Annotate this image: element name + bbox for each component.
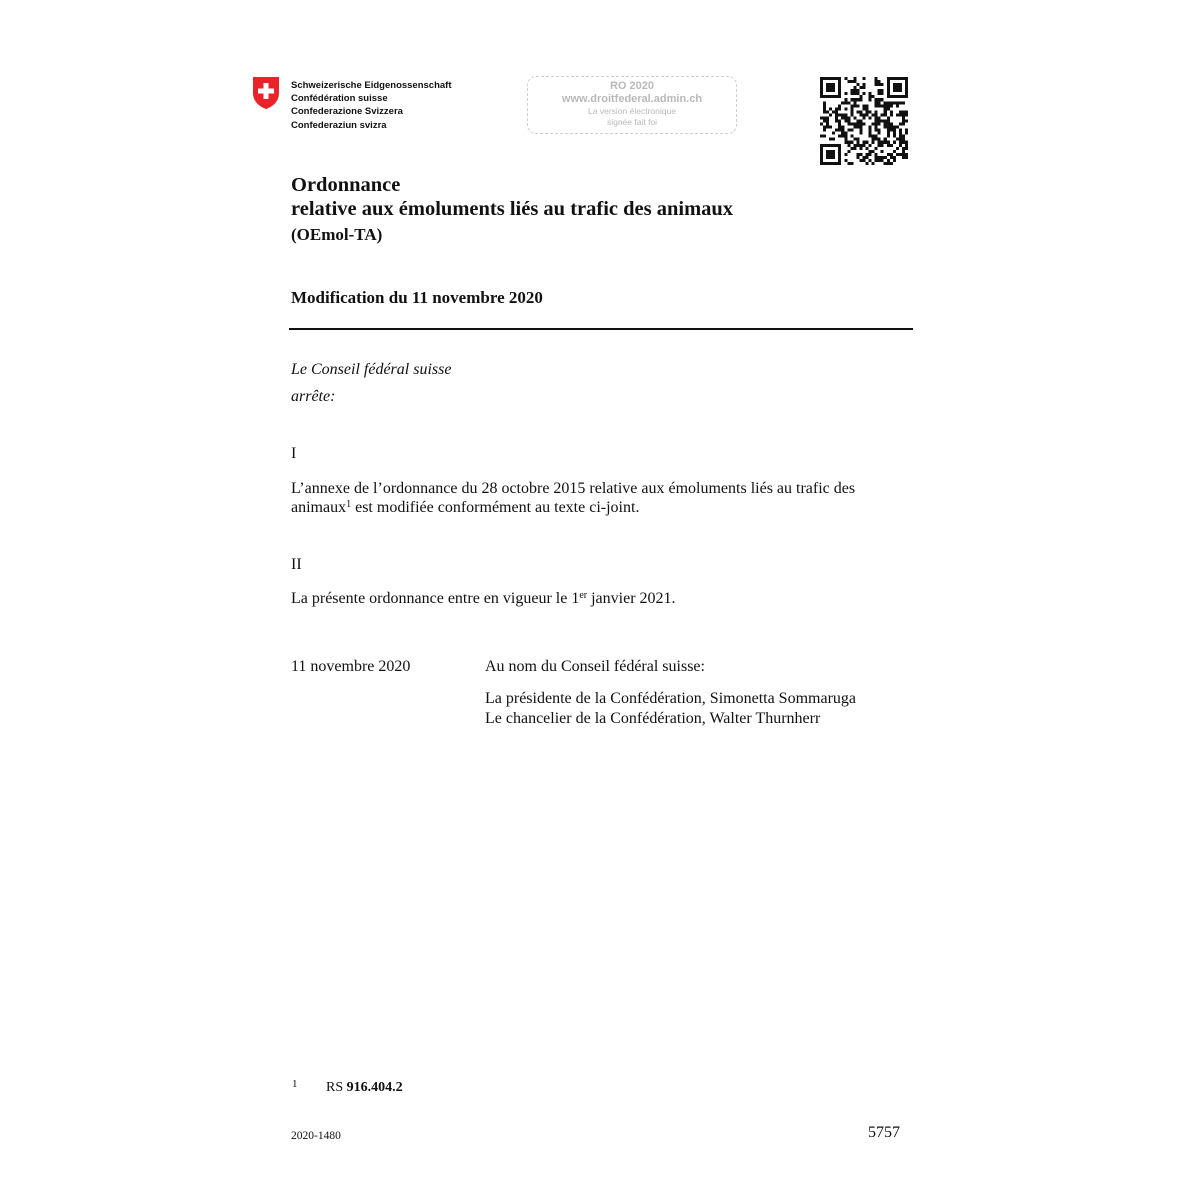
section-1-text <box>291 479 913 517</box>
federal-name-it: Confederazione Svizzera <box>291 106 403 118</box>
electronic-signature-stamp <box>527 76 737 134</box>
federal-name-de: Schweizerische Eidgenossenschaft <box>291 80 452 91</box>
section-1-text-end: est modifiée conformément au texte ci-joint. <box>351 499 640 516</box>
signature-intro: Au nom du Conseil fédéral suisse: <box>485 658 705 675</box>
section-number-2: II <box>291 556 302 573</box>
signatory-president: La présidente de la Confédération, Simonetta Sommaruga <box>485 690 856 707</box>
federal-names <box>291 79 452 132</box>
page-number: 5757 <box>868 1124 900 1141</box>
stamp-url: www.droitfederal.admin.ch <box>561 93 703 105</box>
swiss-coat-of-arms-icon <box>252 76 280 110</box>
footnote-reference[interactable]: 1 <box>346 499 352 510</box>
footnote-prefix: RS <box>326 1080 347 1095</box>
title-line-2: relative aux émoluments liés au trafic des animaux <box>291 198 734 220</box>
document-id: 2020-1480 <box>291 1130 341 1142</box>
preamble-issuer: Le Conseil fédéral suisse <box>291 361 452 378</box>
title-abbreviation: (OEmol-TA) <box>291 225 383 244</box>
footnote-text <box>326 1080 403 1096</box>
preamble-decrees: arrête: <box>291 388 336 405</box>
footnote-number: 1 <box>292 1078 298 1090</box>
modification-date: Modification du 11 novembre 2020 <box>291 288 543 307</box>
ordinal-suffix: er <box>579 590 588 601</box>
title-divider <box>289 328 913 330</box>
stamp-note-2: signée fait foi <box>606 116 658 127</box>
signatory-chancellor: Le chancelier de la Confédération, Walter Thurnherr <box>485 710 821 727</box>
qr-code-icon <box>820 77 908 165</box>
federal-name-fr: Confédération suisse <box>291 93 388 105</box>
section-1-text-main: L’annexe de l’ordonnance du 28 octobre 2015 relative aux émoluments liés au trafic des animaux <box>291 480 856 516</box>
section-number-1: I <box>291 445 297 462</box>
stamp-note-1: La version électronique <box>588 106 676 116</box>
section-2-text-end: janvier 2021. <box>587 590 676 607</box>
stamp-collection: RO 2020 <box>609 80 655 92</box>
signature-date: 11 novembre 2020 <box>291 658 411 675</box>
footnote-reference-number[interactable]: 916.404.2 <box>346 1080 403 1095</box>
section-2-text-main: La présente ordonnance entre en vigueur le 1 <box>291 590 580 607</box>
document-title <box>291 173 733 249</box>
title-line-1: Ordonnance <box>291 174 401 196</box>
federal-name-rm: Confederaziun svizra <box>291 119 387 131</box>
section-2-text <box>291 589 676 608</box>
